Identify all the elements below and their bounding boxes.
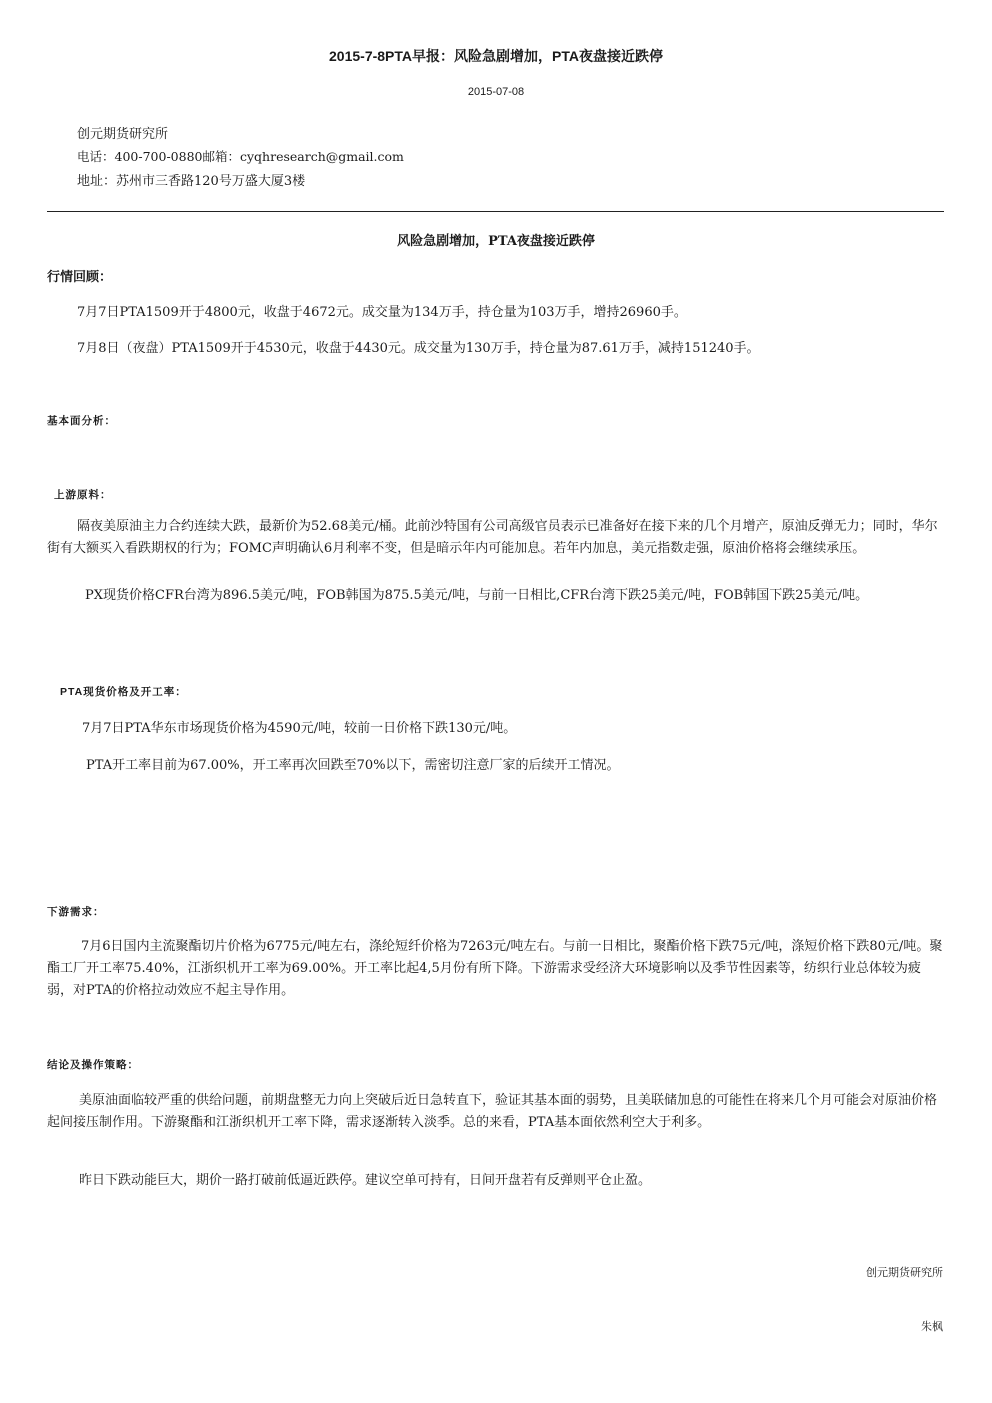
downstream-heading: 下游需求：: [47, 906, 105, 918]
review-paragraph-2: 7月8日（夜盘）PTA1509开于4530元，收盘于4430元。成交量为130万手，持仓量为87.61万手，减持151240手。: [77, 341, 760, 356]
conclusion-paragraph-1: 美原油面临较严重的供给问题，前期盘整无力向上突破后近日急转直下，验证其基本面的弱势，且美联储加息的可能性在将来几个月可能会对原油价格起间接压制作用。下游聚酯和江浙织机开工率下降，需求逐渐转入淡季。总的来看，PTA基本面依然利空大于利多。: [47, 1093, 938, 1130]
report-title: 2015-7-8PTA早报：风险急剧增加，PTA夜盘接近跌停: [329, 48, 663, 64]
review-heading: 行情回顾：: [47, 270, 113, 285]
downstream-paragraph-1: 7月6日国内主流聚酯切片价格为6775元/吨左右，涤纶短纤价格为7263元/吨左右。与前一日相比，聚酯价格下跌75元/吨，涤短价格下跌80元/吨。聚酯工厂开工率75.40%，江浙织机开工率为69.00%。开工率比起4,5月份有所下降。下游需求受经济大环境影响以及季节性因素等，纺织行业总体较为疲弱，对PTA的价格拉动效应不起主导作用。: [47, 939, 943, 998]
pta-spot-paragraph-2: PTA开工率目前为67.00%，开工率再次回跌至70%以下，需密切注意厂家的后续开工情况。: [86, 758, 620, 773]
review-paragraph-1: 7月7日PTA1509开于4800元，收盘于4672元。成交量为134万手，持仓量为103万手，增持26960手。: [77, 305, 687, 320]
conclusion-heading: 结论及操作策略：: [47, 1059, 139, 1071]
conclusion-paragraph-2: 昨日下跌动能巨大，期价一路打破前低逼近跌停。建议空单可持有，日间开盘若有反弹则平仓止盈。: [79, 1173, 652, 1188]
upstream-paragraph-1: 隔夜美原油主力合约连续大跌，最新价为52.68美元/桶。此前沙特国有公司高级官员表示已准备好在接下来的几个月增产，原油反弹无力；同时，华尔街有大额买入看跌期权的行为；FOMC声明确认6月利率不变，但是暗示年内可能加息。若年内加息，美元指数走强，原油价格将会继续承压。: [47, 519, 938, 556]
report-subtitle: 风险急剧增加，PTA夜盘接近跌停: [397, 234, 595, 249]
contact-address: 地址：苏州市三香路120号万盛大厦3楼: [77, 174, 306, 189]
footer-author: 朱枫: [921, 1320, 943, 1333]
org-name: 创元期货研究所: [77, 127, 169, 142]
report-date: 2015-07-08: [467, 86, 525, 98]
header-divider: [47, 211, 944, 212]
pta-spot-paragraph-1: 7月7日PTA华东市场现货价格为4590元/吨，较前一日价格下跌130元/吨。: [82, 721, 517, 736]
pta-spot-heading: PTA现货价格及开工率：: [60, 686, 187, 698]
fundamental-heading: 基本面分析：: [47, 415, 116, 427]
footer-org: 创元期货研究所: [866, 1266, 943, 1279]
contact-phone-email: 电话：400-700-0880邮箱：cyqhresearch@gmail.com: [77, 149, 404, 164]
upstream-paragraph-2: PX现货价格CFR台湾为896.5美元/吨，FOB韩国为875.5美元/吨，与前一日相比,CFR台湾下跌25美元/吨，FOB韩国下跌25美元/吨。: [85, 588, 869, 603]
upstream-heading: 上游原料：: [54, 489, 112, 501]
